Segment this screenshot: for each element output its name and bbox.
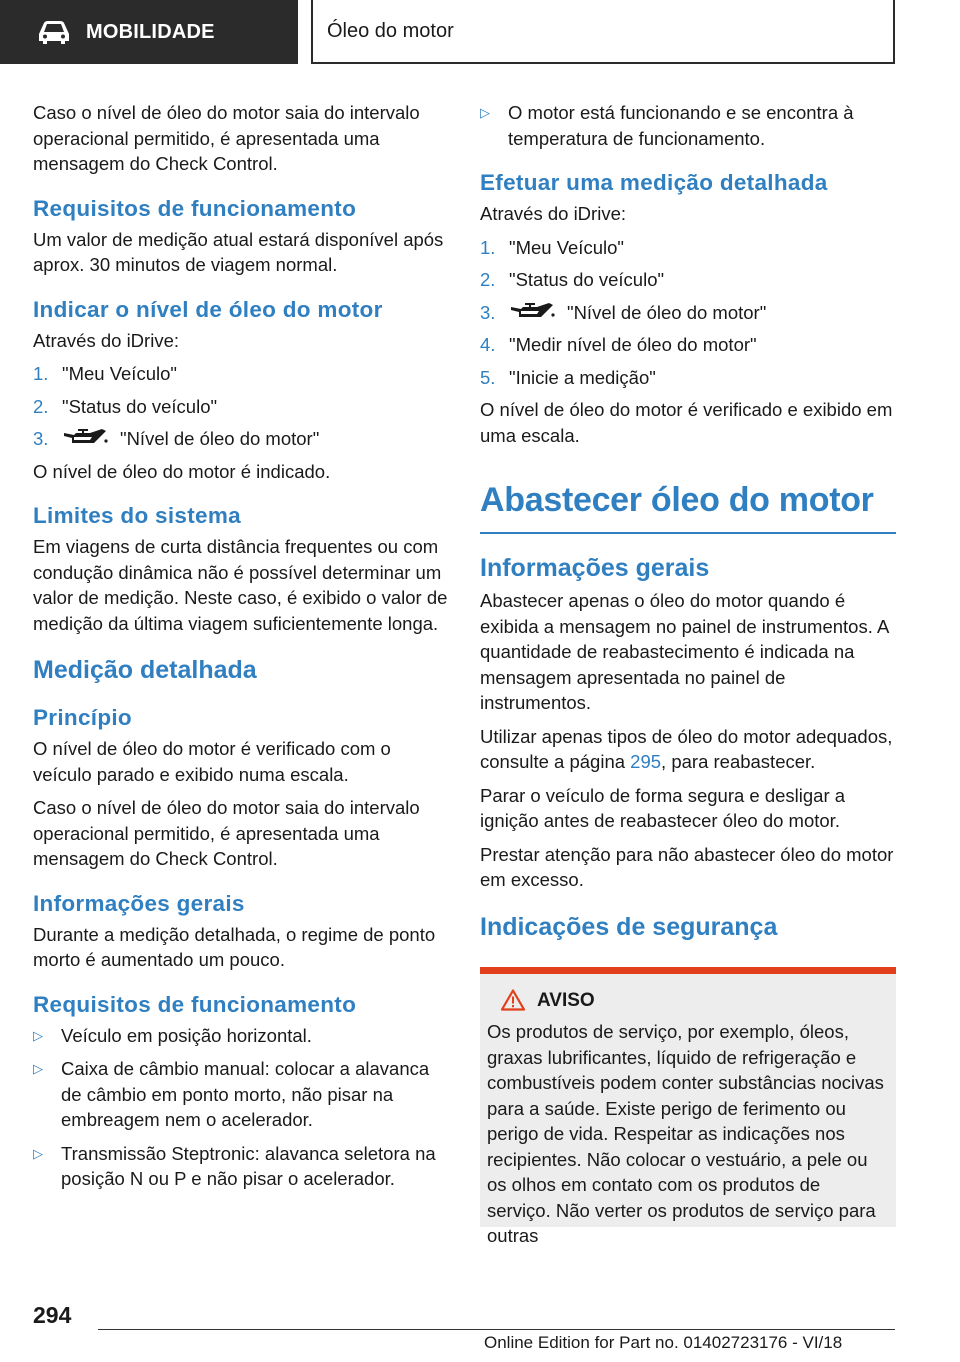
- bullet-text: Caixa de câmbio manual: colocar a alavanca de câmbio em ponto morto, não pisar na embreagem nem o acelerador.: [61, 1058, 430, 1130]
- step-text: "Status do veículo": [509, 269, 665, 290]
- step-text: "Status do veículo": [62, 395, 218, 417]
- paragraph-text: , para reabastecer.: [661, 751, 816, 772]
- page-link[interactable]: 295: [630, 751, 662, 772]
- warning-header: [501, 988, 888, 1014]
- section-tab: [0, 0, 298, 64]
- paragraph: O nível de óleo do motor é indicado.: [33, 460, 331, 482]
- section-heading: Indicações de segurança: [480, 912, 778, 941]
- paragraph: O nível de óleo do motor é verificado com o veículo parado e exibido numa escala.: [33, 738, 391, 785]
- paragraph: Durante a medição detalhada, o regime de ponto morto é aumentado um pouco.: [33, 923, 436, 970]
- edition-note: Online Edition for Part no. 01402723176 - VI/18: [484, 1333, 843, 1352]
- paragraph: Em viagens de curta distância frequentes ou com condução dinâmica não é possível determinar um valor de medição. Neste caso, é exibido o valor de medição da última viagem suficientemente longa.: [33, 536, 448, 634]
- paragraph: Através do iDrive:: [480, 203, 626, 224]
- step-number: 3.: [480, 301, 496, 323]
- warning-text: Os produtos de serviço, por exemplo, óleos, graxas lubrificantes, líquido de refrigeração e combustíveis podem conter substâncias nocivas para a saúde. Existe perigo de ferimento ou perigo de vida. Respeitar as indicações nos recipientes. Não colocar o vestuário, a pele ou os olhos em contato com os produtos de serviço. Não verter os produtos de serviço para outras: [487, 1021, 884, 1246]
- step-number: 2.: [480, 269, 496, 290]
- bullet-text: O motor está funcionando e se encontra à temperatura de funcionamento.: [508, 102, 854, 149]
- footer-rule: [98, 1329, 895, 1330]
- paragraph: [480, 724, 896, 775]
- list-item: [480, 332, 896, 358]
- step-number: 4.: [480, 334, 496, 355]
- step-text: "Nível de óleo do motor": [120, 428, 320, 449]
- steps-list: [33, 361, 449, 452]
- bullet-text: Veículo em posição horizontal.: [61, 1024, 312, 1046]
- triangle-bullet-icon: ▷: [480, 105, 490, 120]
- list-item: [480, 365, 896, 391]
- bullet-list: [33, 1023, 449, 1192]
- warning-title: AVISO: [537, 989, 595, 1011]
- paragraph: O nível de óleo do motor é verificado e exibido em uma escala.: [480, 399, 893, 446]
- subheading: Limites do sistema: [33, 503, 241, 528]
- step-number: 5.: [480, 366, 496, 388]
- list-item: [33, 1141, 449, 1192]
- bullet-list: [480, 100, 896, 151]
- step-number: 1.: [33, 363, 49, 384]
- subheading: Princípio: [33, 705, 132, 730]
- subheading: Efetuar uma medição detalhada: [480, 170, 828, 195]
- triangle-bullet-icon: ▷: [33, 1145, 43, 1161]
- subheading: Informações gerais: [33, 890, 245, 916]
- list-item: [480, 267, 896, 293]
- step-number: 2.: [33, 395, 49, 417]
- step-text: "Meu Veículo": [62, 363, 177, 384]
- left-column: [33, 100, 449, 1200]
- bullet-text: Transmissão Steptronic: alavanca seletora na posição N ou P e não pisar o acelerador.: [61, 1142, 436, 1189]
- paragraph: Através do iDrive:: [33, 329, 179, 351]
- warning-box: [480, 967, 896, 1246]
- step-number: 3.: [33, 428, 49, 449]
- step-text: "Meu Veículo": [509, 236, 624, 258]
- right-column: [480, 100, 896, 1246]
- paragraph: Caso o nível de óleo do motor saia do intervalo operacional permitido, é apresentada uma mensagem do Check Control.: [33, 102, 420, 174]
- subheading: Requisitos de funcionamento: [33, 195, 357, 221]
- list-item: [33, 394, 449, 420]
- car-icon: [36, 19, 72, 45]
- subheading: Requisitos de funcionamento: [33, 991, 357, 1017]
- subheading: Indicar o nível de óleo do motor: [33, 296, 383, 322]
- warning-triangle-icon: [501, 989, 525, 1011]
- step-number: 1.: [480, 236, 496, 258]
- oil-can-icon: [509, 301, 555, 323]
- list-item: [33, 1056, 449, 1133]
- paragraph-text: Utilizar apenas tipos de óleo do motor adequados, consulte a página: [480, 725, 893, 772]
- chapter-heading: Abastecer óleo do motor: [480, 478, 896, 534]
- step-text: "Medir nível de óleo do motor": [509, 334, 757, 355]
- paragraph: Caso o nível de óleo do motor saia do intervalo operacional permitido, é apresentada uma mensagem do Check Control.: [33, 797, 420, 869]
- chapter-header: [311, 0, 895, 64]
- triangle-bullet-icon: ▷: [33, 1061, 43, 1076]
- list-item: [480, 235, 896, 261]
- step-text: "Inicie a medição": [509, 366, 656, 388]
- list-item: [480, 100, 896, 151]
- step-text: "Nível de óleo do motor": [567, 301, 767, 323]
- paragraph: Abastecer apenas o óleo do motor quando é exibida a mensagem no painel de instrumentos. A quantidade de reabastecimento é indicada na mensagem apresentada no painel de instrumentos.: [480, 590, 889, 713]
- paragraph: Prestar atenção para não abastecer óleo do motor em excesso.: [480, 843, 894, 890]
- chapter-title: Óleo do motor: [327, 19, 454, 42]
- list-item: [480, 300, 896, 326]
- oil-can-icon: [62, 427, 108, 449]
- steps-list: [480, 235, 896, 391]
- paragraph: Parar o veículo de forma segura e desligar a ignição antes de reabastecer óleo do motor.: [480, 784, 846, 831]
- paragraph: Um valor de medição atual estará disponível após aprox. 30 minutos de viagem normal.: [33, 228, 444, 275]
- section-label: MOBILIDADE: [86, 20, 215, 43]
- list-item: [33, 426, 449, 452]
- section-heading: Informações gerais: [480, 554, 710, 582]
- list-item: [33, 361, 449, 387]
- page-number: 294: [33, 1302, 72, 1328]
- section-heading: Medição detalhada: [33, 656, 257, 684]
- list-item: [33, 1023, 449, 1049]
- triangle-bullet-icon: ▷: [33, 1027, 43, 1043]
